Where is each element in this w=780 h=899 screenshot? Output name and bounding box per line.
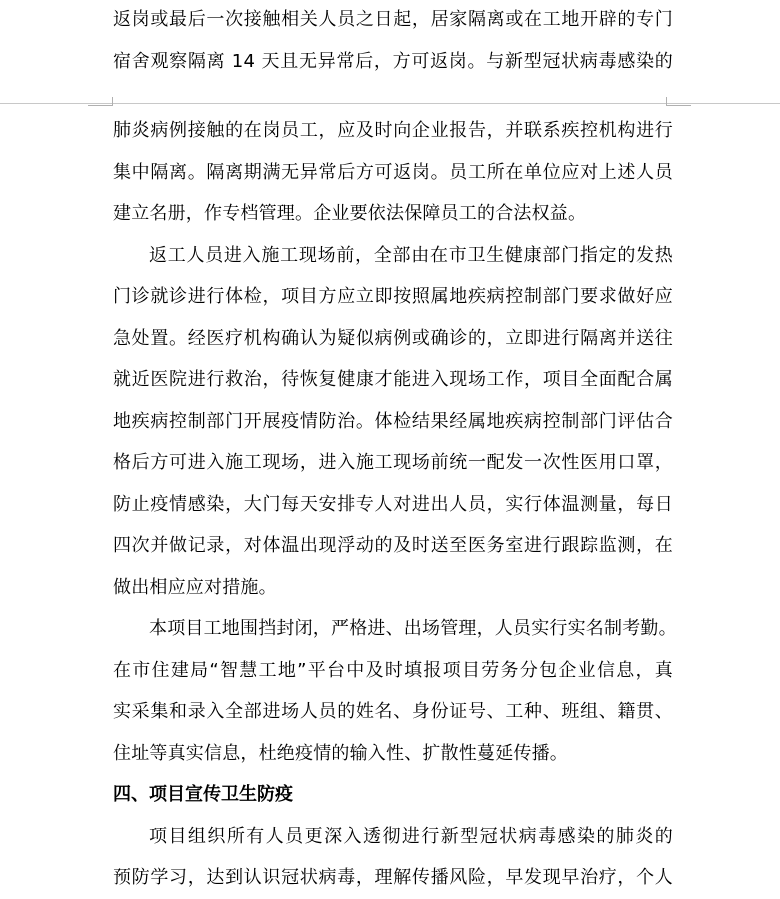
text-line: 就近医院进行救治，待恢复健康才能进入现场工作，项目全面配合属 (113, 369, 673, 390)
text-line: 本项目工地围挡封闭，严格进、出场管理，人员实行实名制考勤。 (149, 618, 677, 639)
text-line: 项目组织所有人员更深入透彻进行新型冠状病毒感染的肺炎的 (149, 825, 673, 847)
text-line: 住址等真实信息，杜绝疫情的输入性、扩散性蔓延传播。 (113, 742, 568, 764)
paragraph (113, 816, 673, 899)
text-line: 返岗或最后一次接触相关人员之日起，居家隔离或在工地开辟的专门 (113, 9, 673, 30)
text-line: 四次并做记录，对体温出现浮动的及时送至医务室进行跟踪监测，在 (113, 535, 673, 556)
section-heading: 四、项目宣传卫生防疫 (113, 784, 293, 805)
page-break-divider (0, 103, 780, 104)
text-line: 做出相应应对措施。 (113, 576, 277, 598)
text-line: 宿舍观察隔离 14 天且无异常后，方可返岗。与新型冠状病毒感染的 (113, 50, 673, 72)
text-line: 门诊就诊进行体检，项目方应立即按照属地疾病控制部门要求做好应 (113, 286, 673, 307)
paragraph (113, 608, 677, 774)
paragraph (113, 110, 673, 235)
page-top-text (113, 0, 673, 82)
text-line: 建立名册，作专档管理。企业要依法保障员工的合法权益。 (113, 203, 587, 224)
text-line: 防止疫情感染，大门每天安排专人对进出人员，实行体温测量，每日 (113, 493, 673, 515)
text-line: 在市住建局“智慧工地”平台中及时填报项目劳务分包企业信息，真 (113, 659, 673, 681)
text-line: 集中隔离。隔离期满无异常后方可返岗。员工所在单位应对上述人员 (113, 161, 673, 183)
text-line: 肺炎病例接触的在岗员工，应及时向企业报告，并联系疾控机构进行 (113, 120, 673, 141)
page-corner-mark-left (88, 97, 113, 106)
page-corner-mark-right (666, 97, 691, 106)
text-line: 预防学习，达到认识冠状病毒，理解传播风险，早发现早治疗，个人 (113, 867, 673, 888)
text-line: 实采集和录入全部进场人员的姓名、身份证号、工种、班组、籍贯、 (113, 701, 673, 722)
paragraph (113, 235, 673, 609)
text-line: 返工人员进入施工现场前，全部由在市卫生健康部门指定的发热 (149, 244, 673, 266)
text-line: 地疾病控制部门开展疫情防治。体检结果经属地疾病控制部门评估合 (113, 410, 673, 432)
page-body-text (113, 110, 677, 899)
text-line: 急处置。经医疗机构确认为疑似病例或确诊的，立即进行隔离并送往 (113, 327, 673, 349)
text-line: 格后方可进入施工现场，进入施工现场前统一配发一次性医用口罩， (113, 452, 673, 473)
